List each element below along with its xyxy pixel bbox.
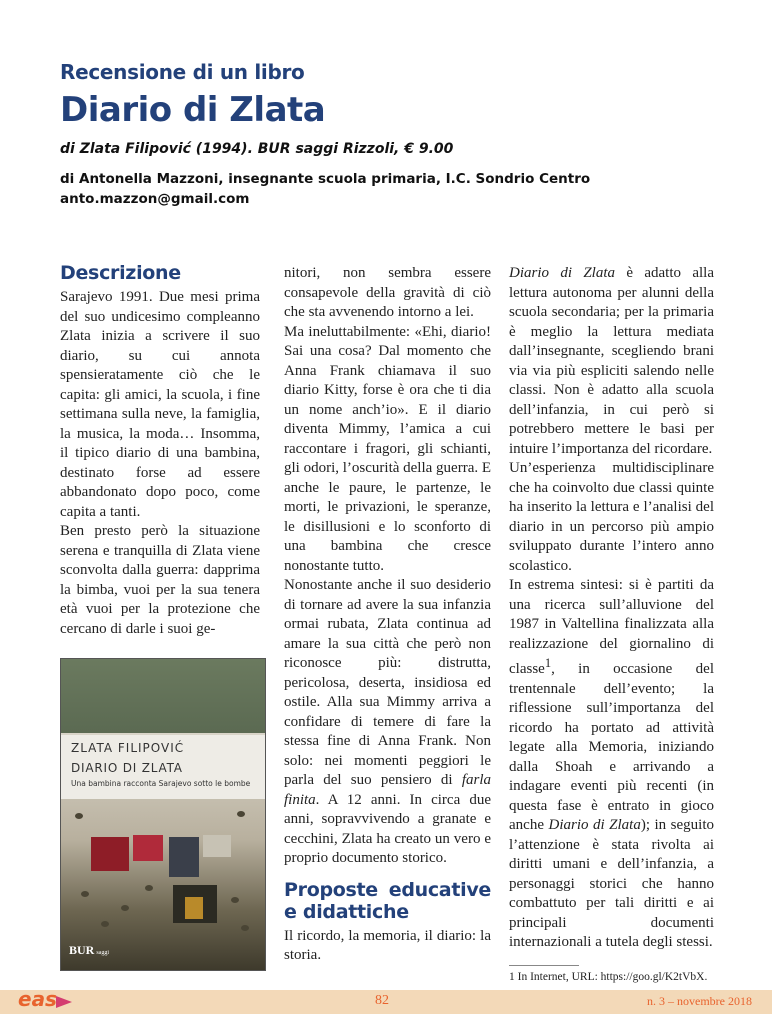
bullet-hole (81, 891, 89, 897)
person (185, 897, 203, 919)
emphasis: Diario di Zlata (548, 817, 641, 833)
column-1 (60, 262, 260, 639)
page-footer (0, 987, 772, 1014)
paragraph: Sarajevo 1991. Due mesi prima del suo undicesimo compleanno Zlata inizia a scrivere il suo diario, su cui annota spensieratamente ciò che le capita: gli amici, la scuola, i fine settimana sulla neve, la famiglia, la musica, la moda… Insomma, il tipico diario di una bambina, destinato forse ad essere abbandonato dopo poco, come capita a tanti. (60, 289, 260, 520)
page-number: 82 (375, 993, 389, 1008)
heading-proposte: Proposte educative e didattiche (284, 878, 491, 923)
paragraph (509, 264, 714, 459)
paragraph (284, 576, 491, 869)
book-cover-image (60, 658, 266, 971)
paragraph: Il ricordo, la memoria, il diario: la storia. (284, 927, 491, 963)
text: Nonostante anche il suo desiderio di tornare ad avere la sua infanzia ormai rubata, Zlata continua ad amare la sua città che però non riconosce più: distrutta, pericolosa, deserta, insidiosa ed ostile. Alla sua Mimmy arriva a confidare di temere di fare la stessa fine di Anna Frank. Non solo: nei momenti peggiori le parla del suo pensiero di (284, 577, 491, 788)
paragraph (509, 576, 714, 953)
paragraph: Un’esperienza multidisciplinare che ha coinvolto due classi quinte ha inserito la lettura e l’analisi del diario in un percorso più ampio sviluppato durante l’intero anno scolastico. (509, 460, 714, 574)
paragraph: Ben presto però la situazione serena e tranquilla di Zlata viene sconvolta dalla guerra: dapprima la bimba, vuoi per la sua tenera età vuoi per la protezione che cercano di darle i suoi ge- (60, 523, 260, 637)
bullet-hole (237, 811, 245, 817)
bullet-hole (231, 897, 239, 903)
author-block (60, 169, 740, 209)
paragraph: nitori, non sembra essere consapevole della gravità di ciò che sta avvenendo intorno a lei. (284, 265, 491, 320)
author-line: di Antonella Mazzoni, insegnante scuola primaria, I.C. Sondrio Centro (60, 171, 591, 187)
bullet-hole (101, 921, 109, 927)
author-email[interactable]: anto.mazzon@gmail.com (60, 191, 250, 207)
arrow-icon (56, 996, 72, 1008)
cover-top-band (61, 659, 265, 733)
text: ); in seguito l’attenzione è stata rivolta ai diritti umani e dell’infanzia, a personaggi storici che hanno combattuto per tali diritti e ai principali documenti internazionali a tutela degli stessi. (509, 817, 714, 950)
bullet-hole (121, 905, 129, 911)
bullet-hole (241, 925, 249, 931)
cover-author: ZLATA FILIPOVIĆ (71, 741, 185, 755)
emphasis: farla finita (284, 772, 492, 808)
column-3 (509, 264, 714, 985)
laundry-cloth (169, 837, 199, 877)
footnote-ref: 1 (544, 656, 552, 670)
footnote (509, 965, 708, 985)
text: , in occasione del trentennale dell’evento; la riflessione sull’importanza del ricordo ha portato ad attività legate alla Memoria, iniziando dalla Shoah e arrivando a indagare eventi più recenti (in questa fase è entrato in gioco anche (509, 661, 714, 833)
laundry-cloth (91, 837, 129, 871)
cover-title: DIARIO DI ZLATA (71, 761, 183, 775)
publisher-logo (69, 943, 109, 958)
text: è adatto alla lettura autonoma per alunni della scuola secondaria; per la primaria è meglio la lettura mediata dall’insegnante, scegliendo brani via via più espliciti salendo nelle classi. Non è adatto alla scuola dell’infanzia, in cui però si potrebbero mettere le basi per intuire l’importanza del ricordare. (509, 265, 714, 457)
emphasis: Diario di Zlata (509, 265, 616, 281)
laundry-cloth (133, 835, 163, 861)
bullet-hole (75, 813, 83, 819)
column-2 (284, 264, 491, 966)
bullet-hole (145, 885, 153, 891)
logo-text: BUR (69, 943, 95, 957)
logo-small-text: saggi (96, 950, 110, 956)
page-title: Diario di Zlata (60, 90, 326, 130)
footnote-text: 1 In Internet, URL: https://goo.gl/K2tVbX. (509, 970, 708, 983)
laundry-cloth (203, 835, 231, 857)
text: . A 12 anni. In circa due anni, sopravvivendo a granate e cecchini, Zlata ha creato un vero e proprio documento storico. (284, 791, 491, 866)
section-kicker: Recensione di un libro (60, 60, 305, 84)
issue-label: n. 3 – novembre 2018 (647, 994, 752, 1008)
heading-descrizione: Descrizione (60, 262, 181, 284)
book-meta: di Zlata Filipović (1994). BUR saggi Rizzoli, € 9.00 (60, 141, 454, 157)
text: In estrema sintesi: si è partiti da una ricerca sull’alluvione del 1987 in Valtellina finalizzata alla realizzazione del giornalino di classe (509, 577, 714, 677)
brand-logo: eas (18, 987, 57, 1011)
paragraph: Ma ineluttabilmente: «Ehi, diario! Sai una cosa? Dal momento che Anna Frank chiamava il suo diario Kitty, forse è ora che ti dia un nome anch’io». E il diario diventa Mimmy, l’amica a cui raccontare i fragori, gli schianti, gli odori, l’oscurità della guerra. E anche le paure, le partenze, le morti, le privazioni, le speranze, le disillusioni e lo sconforto di una bambina che cresce nonostante tutto. (284, 323, 492, 574)
cover-subtitle: Una bambina racconta Sarajevo sotto le bombe (71, 779, 251, 788)
